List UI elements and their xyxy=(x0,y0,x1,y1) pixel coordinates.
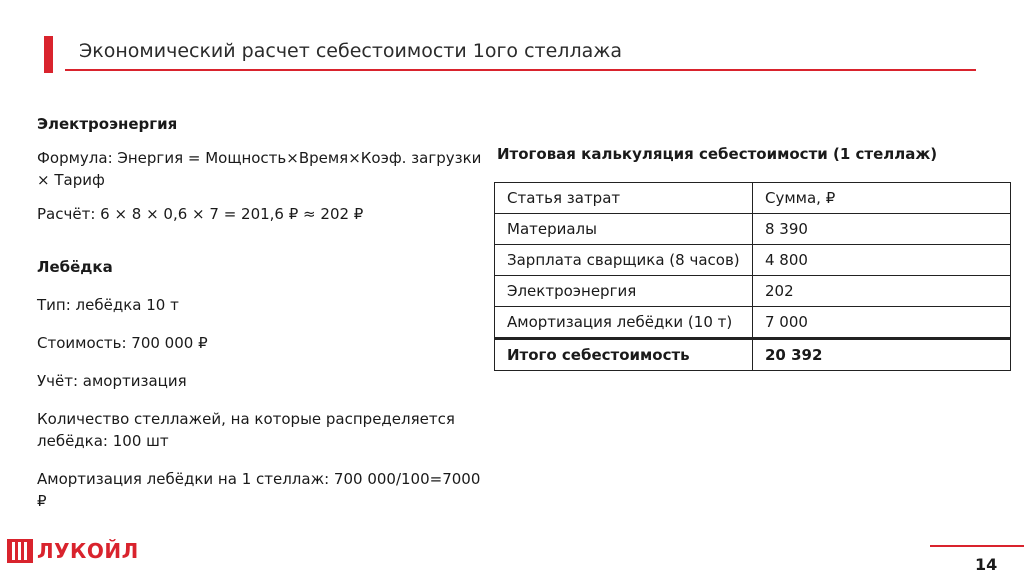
logo-text: ЛУКОЙЛ xyxy=(37,539,139,563)
row-amount-cell: 7 000 xyxy=(753,307,1011,339)
winch-racks-count: Количество стеллажей, на которые распределяется лебёдка: 100 шт xyxy=(37,410,455,450)
winch-accounting: Учёт: амортизация xyxy=(37,372,187,390)
total-amount-cell: 20 392 xyxy=(753,339,1011,371)
electricity-formula: Формула: Энергия = Мощность×Время×Коэф. загрузки × Тариф xyxy=(37,149,482,189)
row-amount-cell: 4 800 xyxy=(753,245,1011,276)
footer-divider xyxy=(930,545,1024,547)
slide-title: Экономический расчет себестоимости 1ого стеллажа xyxy=(79,40,622,62)
table-row xyxy=(495,214,1011,245)
winch-heading: Лебёдка xyxy=(37,258,113,276)
row-item-cell: Электроэнергия xyxy=(495,276,753,307)
title-divider xyxy=(65,69,976,71)
lukoil-mark-icon xyxy=(7,539,33,563)
cost-table-title: Итоговая калькуляция себестоимости (1 стеллаж) xyxy=(497,145,938,163)
table-row xyxy=(495,245,1011,276)
title-accent-bar xyxy=(44,36,53,73)
row-item-cell: Материалы xyxy=(495,214,753,245)
electricity-heading: Электроэнергия xyxy=(37,115,178,133)
table-header-row xyxy=(495,183,1011,214)
calculation-notes xyxy=(37,113,487,512)
company-logo xyxy=(7,539,139,563)
header-item-cell: Статья затрат xyxy=(495,183,753,214)
table-total-row xyxy=(495,339,1011,371)
header-amount-cell: Сумма, ₽ xyxy=(753,183,1011,214)
row-item-cell: Амортизация лебёдки (10 т) xyxy=(495,307,753,339)
winch-type: Тип: лебёдка 10 т xyxy=(37,296,179,314)
cost-table xyxy=(494,182,1011,371)
total-item-cell: Итого себестоимость xyxy=(495,339,753,371)
page-number: 14 xyxy=(975,555,998,574)
table-row xyxy=(495,307,1011,339)
table-row xyxy=(495,276,1011,307)
winch-amortization: Амортизация лебёдки на 1 стеллаж: 700 000/100=7000 ₽ xyxy=(37,470,481,510)
row-amount-cell: 202 xyxy=(753,276,1011,307)
electricity-calc: Расчёт: 6 × 8 × 0,6 × 7 = 201,6 ₽ ≈ 202 ₽ xyxy=(37,205,364,223)
winch-cost: Стоимость: 700 000 ₽ xyxy=(37,334,208,352)
row-item-cell: Зарплата сварщика (8 часов) xyxy=(495,245,753,276)
row-amount-cell: 8 390 xyxy=(753,214,1011,245)
